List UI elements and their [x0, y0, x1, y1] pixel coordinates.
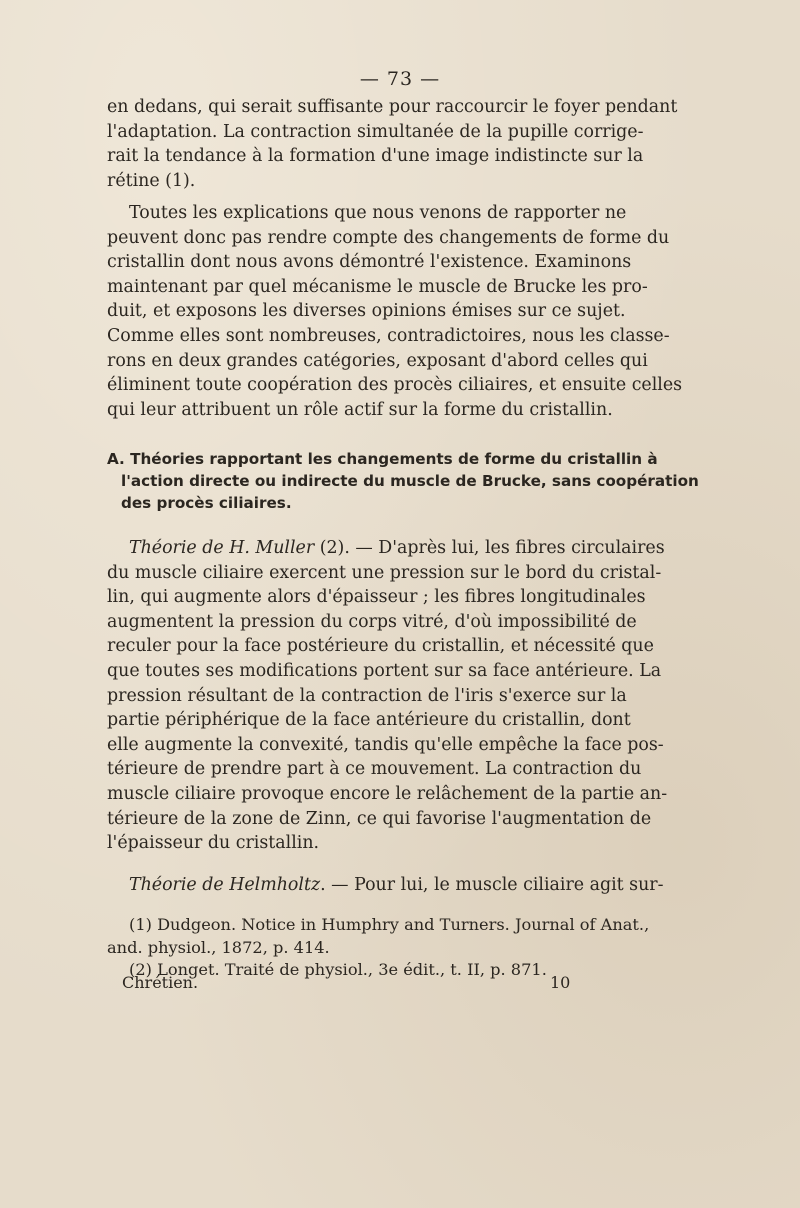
paragraph-muller: [107, 536, 668, 856]
text-line: rétine (1).: [107, 170, 196, 191]
text-line: l'épaisseur du cristallin.: [107, 833, 320, 854]
section-heading: [107, 448, 699, 514]
text-line: térieure de prendre part à ce mouvement. La contraction du: [107, 759, 642, 780]
text-line: peuvent donc pas rendre compte des changements de forme du: [107, 227, 670, 248]
text-line: rons en deux grandes catégories, exposant d'abord celles qui: [107, 350, 648, 371]
text-line: pression résultant de la contraction de l'iris s'exerce sur la: [107, 685, 627, 706]
text-line: que toutes ses modifications portent sur sa face antérieure. La: [107, 660, 662, 681]
text-line: térieure de la zone de Zinn, ce qui favorise l'augmentation de: [107, 808, 652, 829]
text-line: augmentent la pression du corps vitré, d'où impossibilité de: [107, 611, 637, 632]
footnote-line: and. physiol., 1872, p. 414.: [107, 937, 330, 957]
text-line: reculer pour la face postérieure du cristallin, et nécessité que: [107, 636, 654, 657]
text-line: en dedans, qui serait suffisante pour raccourcir le foyer pendant: [107, 97, 678, 117]
text-line: partie périphérique de la face antérieure du cristallin, dont: [107, 710, 631, 731]
text-line: du muscle ciliaire exercent une pression sur le bord du cristal-: [107, 562, 662, 583]
page-number: — 73 —: [359, 68, 441, 90]
text-line: elle augmente la convexité, tandis qu'elle empêche la face pos-: [107, 734, 664, 755]
text-line: [107, 873, 664, 898]
heading-line: des procès ciliaires.: [121, 494, 292, 512]
text-line: muscle ciliaire provoque encore le relâchement de la partie an-: [107, 783, 668, 804]
muller-ref: (2). — D'après lui, les fibres circulaires: [314, 538, 665, 558]
text-line: Toutes les explications que nous venons de rapporter ne: [129, 203, 627, 223]
footnote-line: (1) Dudgeon. Notice in Humphry and Turners. Journal of Anat.,: [129, 915, 650, 934]
paragraph-helmholtz: [107, 873, 664, 898]
heading-line: A. Théories rapportant les changements de forme du cristallin à: [107, 450, 658, 468]
text-line: [107, 536, 665, 561]
paragraph-explications: [107, 201, 683, 422]
text-line: l'adaptation. La contraction simultanée de la pupille corrige-: [107, 121, 644, 142]
sheet-number: 10: [550, 973, 571, 992]
text-line: qui leur attribuent un rôle actif sur la forme du cristallin.: [107, 399, 613, 420]
text-line: Comme elles sont nombreuses, contradictoires, nous les classe-: [107, 325, 670, 346]
text-line: rait la tendance à la formation d'une image indistincte sur la: [107, 146, 644, 167]
printer-signature: Chrétien.: [122, 973, 199, 992]
footnotes: [107, 914, 650, 982]
helmholtz-title: Théorie de Helmholtz: [129, 875, 321, 895]
text-line: lin, qui augmente alors d'épaisseur ; les fibres longitudinales: [107, 587, 646, 608]
text-line: éliminent toute coopération des procès ciliaires, et ensuite celles: [107, 375, 683, 396]
paragraph-adaptation: [107, 95, 678, 193]
text-line: cristallin dont nous avons démontré l'existence. Examinons: [107, 252, 632, 273]
muller-title: Théorie de H. Muller: [129, 538, 315, 558]
heading-line: l'action directe ou indirecte du muscle de Brucke, sans coopération: [121, 472, 699, 490]
text-line: duit, et exposons les diverses opinions émises sur ce sujet.: [107, 301, 626, 322]
helmholtz-text: . — Pour lui, le muscle ciliaire agit sur-: [320, 875, 664, 895]
footnote-line: (2) Longet. Traité de physiol., 3e édit., t. II, p. 871.: [129, 960, 547, 979]
text-line: maintenant par quel mécanisme le muscle de Brucke les pro-: [107, 276, 648, 297]
